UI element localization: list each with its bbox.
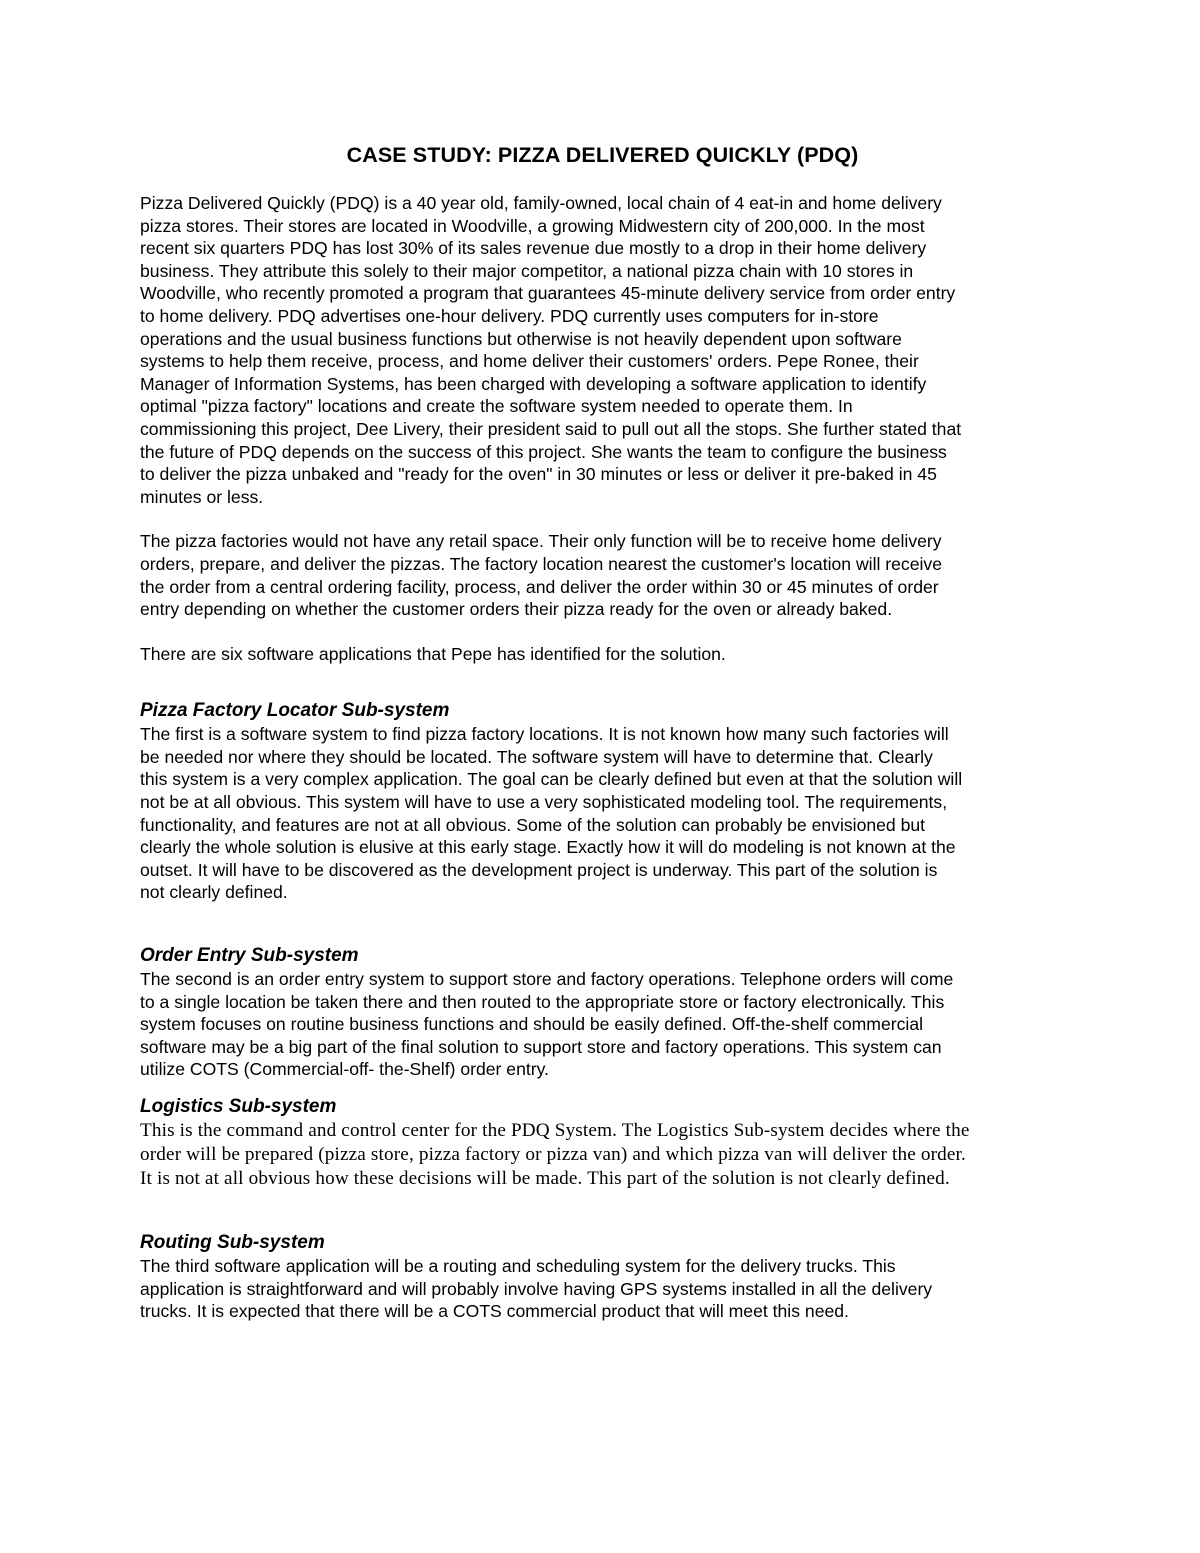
document-page — [140, 140, 1065, 1323]
apps-paragraph: There are six software applications that Pepe has identified for the solution. — [140, 643, 726, 664]
section-pizza-factory-locator — [140, 699, 1065, 904]
spacer — [140, 508, 1065, 530]
section-body: The third software application will be a routing and scheduling system for the delivery trucks. This application is straightforward and will probably involve having GPS systems installed in all the delivery trucks. It is expected that there will be a COTS commercial product that will meet this need. — [140, 1256, 933, 1322]
section-heading: Order Entry Sub-system — [140, 945, 359, 967]
spacer — [140, 1081, 1065, 1095]
section-heading: Logistics Sub-system — [140, 1096, 337, 1117]
spacer — [140, 904, 1065, 944]
factory-paragraph: The pizza factories would not have any retail space. Their only function will be to receive home delivery orders, prepare, and deliver the pizzas. The factory location nearest the customer's location will receive the order from a central ordering facility, process, and deliver the order within 30 or 45 minutes of order entry depending on whether the customer orders their pizza ready for the oven or already baked. — [140, 531, 942, 620]
section-body: The second is an order entry system to support store and factory operations. Telephone orders will come to a single location be taken there and then routed to the appropriate store or factory electronically. This system focuses on routine business functions and should be easily defined. Off-the-shelf commercial software may be a big part of the final solution to support store and factory operations. This system can utilize COTS (Commercial-off- the-Shelf) order entry. — [140, 969, 954, 1080]
section-order-entry — [140, 944, 1065, 1081]
spacer — [140, 1191, 1065, 1231]
section-body: The first is a software system to find pizza factory locations. It is not known how many such factories will be needed nor where they should be located. The software system will have to determine that. Clearly this system is a very complex application. The goal can be clearly defined but even at that the solution will not be at all obvious. This system will have to use a very sophisticated modeling tool. The requirements, functionality, and features are not at all obvious. Some of the solution can probably be envisioned but clearly the whole solution is elusive at this early stage. Exactly how it will do modeling is not known at the outset. It will have to be discovered as the development project is underway. This part of the solution is not clearly defined. — [140, 724, 963, 903]
section-routing — [140, 1231, 1065, 1323]
document-title: CASE STUDY: PIZZA DELIVERED QUICKLY (PDQ) — [346, 143, 859, 167]
section-body: This is the command and control center for the PDQ System. The Logistics Sub-system decides where the order will be prepared (pizza store, pizza factory or pizza van) and which pizza van will deliver the order. It is not at all obvious how these decisions will be made. This part of the solution is not clearly defined. — [140, 1120, 970, 1189]
intro-paragraph: Pizza Delivered Quickly (PDQ) is a 40 year old, family-owned, local chain of 4 eat-in and home delivery pizza stores. Their stores are located in Woodville, a growing Midwestern city of 200,000. In the most recent six quarters PDQ has lost 30% of its sales revenue due mostly to a drop in their home delivery business. They attribute this solely to their major competitor, a national pizza chain with 10 stores in Woodville, who recently promoted a program that guarantees 45-minute delivery service from order entry to home delivery. PDQ advertises one-hour delivery. PDQ currently uses computers for in-store operations and the usual business functions but otherwise is not heavily dependent upon software systems to help them receive, process, and home deliver their customers' orders. Pepe Ronee, their Manager of Information Systems, has been charged with developing a software application to identify optimal "pizza factory" locations and create the software system needed to operate them. In commissioning this project, Dee Livery, their president said to pull out all the stops. She further stated that the future of PDQ depends on the success of this project. She wants the team to configure the business to deliver the pizza unbaked and "ready for the oven" in 30 minutes or less or deliver it pre-baked in 45 minutes or less. — [140, 193, 962, 507]
section-logistics — [140, 1095, 1065, 1191]
section-heading: Routing Sub-system — [140, 1232, 325, 1253]
spacer — [140, 665, 1065, 699]
spacer — [140, 621, 1065, 643]
section-heading: Pizza Factory Locator Sub-system — [140, 700, 450, 722]
